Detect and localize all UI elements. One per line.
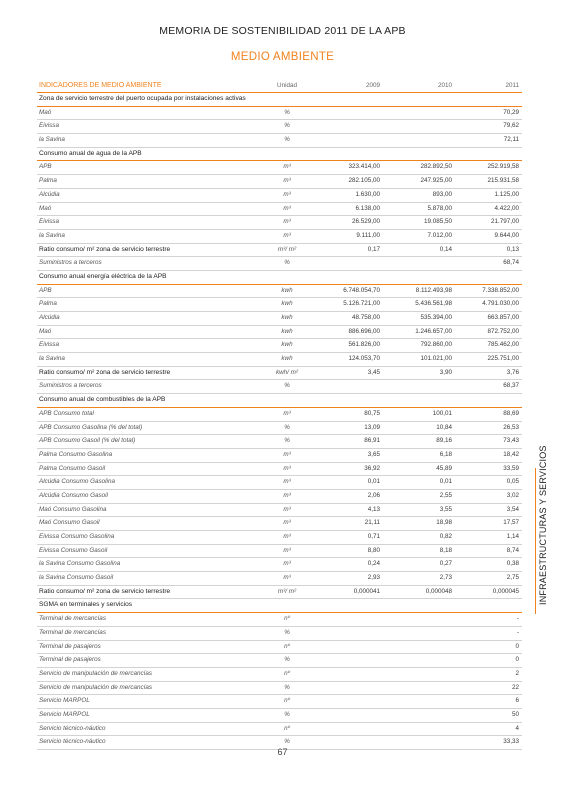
unit-cell: m³ xyxy=(283,574,291,582)
row-label: Servicio de manipulación de mercancías xyxy=(39,669,153,677)
value-2011: 215.931,58 xyxy=(487,177,519,185)
unit-cell: nº xyxy=(284,615,290,623)
value-2009: 2,93 xyxy=(367,574,380,582)
value-2010: 0,27 xyxy=(439,560,452,568)
value-2011: 73,43 xyxy=(503,437,519,445)
section-label: Consumo anual de agua de la APB xyxy=(39,149,142,157)
unit-cell: kwh xyxy=(281,327,293,335)
value-2011: 0 xyxy=(515,656,519,664)
unit-cell: % xyxy=(284,738,290,746)
value-2011: 872.752,00 xyxy=(487,327,519,335)
row-label: la Savina Consumo Gasolina xyxy=(39,560,121,568)
value-2009: 21,11 xyxy=(364,519,380,527)
value-2010: 247.925,00 xyxy=(420,177,452,185)
row-label: Alcúdia xyxy=(39,190,60,198)
value-2009: 6.748.054,70 xyxy=(343,286,380,294)
value-2010: 3,90 xyxy=(439,368,452,376)
row-label: Eivissa xyxy=(39,218,59,226)
value-2009: 0,000041 xyxy=(353,587,380,595)
value-2011: 26,53 xyxy=(503,423,519,431)
value-2011: 79,62 xyxy=(503,122,519,130)
unit-cell: % xyxy=(284,108,290,116)
table-row xyxy=(37,339,522,353)
value-2011: 70,29 xyxy=(503,108,519,116)
value-2011: 0,13 xyxy=(506,245,519,253)
row-label: Terminal de pasajeros xyxy=(39,656,101,664)
table-row xyxy=(37,682,522,696)
side-accent-line xyxy=(535,468,536,614)
value-2009: 0,17 xyxy=(367,245,380,253)
table-row xyxy=(37,230,522,244)
unit-cell: m³ xyxy=(283,464,291,472)
value-2010: 535.394,00 xyxy=(420,314,452,321)
row-label: la Savina Consumo Gasoil xyxy=(39,574,114,582)
unit-cell: m³ xyxy=(283,450,291,458)
value-2009: 561.826,00 xyxy=(348,341,380,349)
value-2011: 0,000045 xyxy=(492,587,519,595)
value-2011: 3,54 xyxy=(506,505,519,513)
value-2009: 5.126.721,00 xyxy=(343,300,380,308)
value-2011: 50 xyxy=(511,710,519,718)
unit-cell: m³ xyxy=(283,546,291,554)
unit-cell: m³ xyxy=(283,505,291,513)
row-label: Suministros a terceros xyxy=(39,382,102,390)
unit-cell: kwh xyxy=(281,286,293,294)
value-2010: 8.112.493,98 xyxy=(415,286,452,294)
value-2009: 26.529,00 xyxy=(351,218,380,226)
table-section-row xyxy=(37,271,522,285)
row-label: Alcúdia xyxy=(39,314,60,321)
value-2011: 17,57 xyxy=(503,519,519,527)
table-row xyxy=(37,654,522,668)
unit-cell: kwh xyxy=(281,314,293,321)
value-2009: 124.053,70 xyxy=(348,355,380,363)
row-label: Maó xyxy=(39,204,52,212)
value-2009: 282.105,00 xyxy=(348,177,380,185)
table-row xyxy=(37,668,522,682)
table-row xyxy=(37,134,522,148)
value-2011: 4 xyxy=(515,724,519,732)
value-2011: 3,76 xyxy=(506,368,519,376)
indicators-table xyxy=(37,79,522,750)
value-2009: 886.696,00 xyxy=(348,327,380,335)
value-2011: - xyxy=(516,628,519,636)
value-2011: 21.797,00 xyxy=(490,218,519,226)
value-2009: 86,91 xyxy=(364,437,380,445)
unit-cell: % xyxy=(284,656,290,664)
value-2011: 68,74 xyxy=(503,259,519,267)
header-year-2010: 2010 xyxy=(437,82,452,89)
table-row xyxy=(37,380,522,394)
section-label: Consumo anual energía eléctrica de la APB xyxy=(39,272,167,280)
row-label: Eivissa Consumo Gasoil xyxy=(39,546,108,554)
unit-cell: kwh xyxy=(281,300,293,308)
value-2010: 100,01 xyxy=(432,409,452,417)
unit-cell: m³ xyxy=(283,533,291,540)
row-label: Ratio consumo/ m² zona de servicio terrestre xyxy=(39,587,171,595)
value-2010: 792.860,00 xyxy=(420,341,452,349)
header-unit: Unidad xyxy=(277,82,297,89)
value-2009: 1.630,00 xyxy=(355,190,380,198)
value-2010: 0,000048 xyxy=(425,587,452,595)
unit-cell: m³ xyxy=(283,519,291,527)
unit-cell: % xyxy=(284,628,290,636)
value-2010: 0,82 xyxy=(439,533,452,540)
document-title: MEMORIA DE SOSTENIBILIDAD 2011 DE LA APB xyxy=(159,25,406,37)
table-row xyxy=(37,695,522,709)
page-number: 67 xyxy=(277,747,288,757)
value-2010: 5.878,00 xyxy=(427,204,452,212)
table-row xyxy=(37,326,522,340)
row-label: APB xyxy=(39,163,52,171)
value-2011: 2,75 xyxy=(506,574,519,582)
unit-cell: % xyxy=(284,423,290,431)
table-row xyxy=(37,558,522,572)
section-label: Consumo anual de combustibles de la APB xyxy=(39,396,166,404)
table-row xyxy=(37,504,522,518)
value-2011: 33,59 xyxy=(503,464,519,472)
table-row xyxy=(37,545,522,559)
unit-cell: % xyxy=(284,136,290,144)
value-2011: 72,11 xyxy=(503,136,519,144)
value-2010: 6,18 xyxy=(439,450,452,458)
unit-cell: m³ xyxy=(283,204,291,212)
section-label: SGMA en terminales y servicios xyxy=(39,601,133,609)
value-2009: 3,65 xyxy=(367,450,380,458)
unit-cell: m³ xyxy=(283,491,291,499)
table-row xyxy=(37,257,522,271)
unit-cell: m³ xyxy=(283,231,291,239)
value-2010: 1.246.657,00 xyxy=(415,327,452,335)
value-2011: 1.125,00 xyxy=(494,190,519,198)
row-label: Servicio MARPOL xyxy=(39,710,90,718)
row-label: Terminal de mercancías xyxy=(39,615,106,623)
value-2009: 3,45 xyxy=(367,368,380,376)
value-2009: 9.111,00 xyxy=(356,231,380,239)
row-label: la Savina xyxy=(39,136,65,144)
table-row xyxy=(37,107,522,121)
unit-cell: % xyxy=(284,122,290,130)
table-row xyxy=(37,572,522,586)
row-label: Servicio técnico-náutico xyxy=(39,724,106,732)
value-2011: 1,14 xyxy=(506,533,519,540)
unit-cell: nº xyxy=(284,724,290,732)
row-label: Servicio de manipulación de mercancías xyxy=(39,683,153,691)
table-row xyxy=(37,517,522,531)
unit-cell: m³ xyxy=(283,163,291,171)
table-row xyxy=(37,449,522,463)
table-row xyxy=(37,189,522,203)
unit-cell: m³/ m² xyxy=(277,587,297,595)
row-label: Eivissa Consumo Gasolina xyxy=(39,533,115,540)
value-2010: 18,98 xyxy=(436,519,452,527)
value-2010: 5.436.561,98 xyxy=(415,300,452,308)
side-chapter-label: INFRAESTRUCTURAS Y SERVICIOS xyxy=(538,445,548,605)
table-row xyxy=(37,490,522,504)
table-row xyxy=(37,298,522,312)
value-2010: 2,55 xyxy=(439,491,452,499)
unit-cell: % xyxy=(284,710,290,718)
row-label: Palma xyxy=(39,300,57,308)
table-row xyxy=(37,627,522,641)
unit-cell: m³ xyxy=(283,409,291,417)
unit-cell: kwh/ m² xyxy=(275,368,299,376)
value-2009: 0,24 xyxy=(367,560,380,568)
value-2011: 22 xyxy=(511,683,519,691)
value-2011: 225.751,00 xyxy=(487,355,519,363)
row-label: APB xyxy=(39,286,52,294)
value-2009: 0,71 xyxy=(367,533,380,540)
row-label: APB Consumo Gasolina (% del total) xyxy=(39,423,143,431)
table-section-row xyxy=(37,148,522,162)
value-2009: 36,92 xyxy=(364,464,380,472)
value-2009: 13,09 xyxy=(364,423,380,431)
unit-cell: m³ xyxy=(283,218,291,226)
value-2011: 68,37 xyxy=(503,382,519,390)
table-row xyxy=(37,709,522,723)
table-row xyxy=(37,203,522,217)
value-2010: 2,73 xyxy=(439,574,452,582)
table-section-row xyxy=(37,394,522,408)
value-2010: 45,89 xyxy=(436,464,452,472)
unit-cell: nº xyxy=(284,669,290,677)
table-row xyxy=(37,476,522,490)
value-2011: 785.462,00 xyxy=(487,341,519,349)
table-row xyxy=(37,408,522,422)
section-title: MEDIO AMBIENTE xyxy=(230,51,335,63)
value-2011: 0,05 xyxy=(506,478,519,486)
value-2009: 323.414,00 xyxy=(348,163,380,171)
value-2009: 48.758,00 xyxy=(351,314,380,321)
table-section-row xyxy=(37,599,522,613)
value-2011: 9.644,00 xyxy=(494,231,519,239)
table-row xyxy=(37,120,522,134)
table-row xyxy=(37,353,522,367)
row-label: Terminal de mercancías xyxy=(39,628,106,636)
value-2011: 8,74 xyxy=(506,546,519,554)
row-label: Terminal de pasajeros xyxy=(39,642,101,650)
row-label: Servicio técnico-náutico xyxy=(39,738,106,746)
value-2011: 6 xyxy=(515,697,519,705)
row-label: Palma xyxy=(39,177,57,185)
value-2011: 3,02 xyxy=(506,491,519,499)
value-2010: 10,84 xyxy=(436,423,452,431)
row-label: la Savina xyxy=(39,231,65,239)
value-2009: 80,75 xyxy=(364,409,380,417)
value-2010: 282.892,50 xyxy=(420,163,452,171)
value-2011: 663.857,00 xyxy=(487,314,519,321)
unit-cell: m³ xyxy=(283,190,291,198)
value-2010: 89,16 xyxy=(436,437,452,445)
row-label: Maó Consumo Gasolina xyxy=(39,505,107,513)
table-header-row xyxy=(37,79,522,93)
header-indicators: INDICADORES DE MEDIO AMBIENTE xyxy=(39,82,162,89)
row-label: Ratio consumo/ m² zona de servicio terrestre xyxy=(39,245,171,253)
table-row xyxy=(37,175,522,189)
unit-cell: m³ xyxy=(283,560,291,568)
value-2010: 8,18 xyxy=(439,546,452,554)
section-label: Zona de servicio terrestre del puerto ocupada por instalaciones activas xyxy=(39,95,246,102)
unit-cell: m³ xyxy=(283,177,291,185)
value-2009: 2,06 xyxy=(367,491,380,499)
value-2010: 3,55 xyxy=(439,505,452,513)
table-row xyxy=(37,613,522,627)
value-2011: 4.422,00 xyxy=(494,204,519,212)
row-label: Maó xyxy=(39,327,52,335)
table-row xyxy=(37,723,522,737)
table-row xyxy=(37,531,522,545)
value-2010: 101.021,00 xyxy=(420,355,452,363)
value-2011: 0 xyxy=(515,642,519,650)
unit-cell: nº xyxy=(284,642,290,650)
value-2009: 6.138,00 xyxy=(355,204,380,212)
value-2010: 7.012,00 xyxy=(427,231,452,239)
value-2010: 0,14 xyxy=(439,245,452,253)
row-label: Suministros a terceros xyxy=(39,259,102,267)
table-row xyxy=(37,463,522,477)
table-ratio-row xyxy=(37,244,522,258)
row-label: Maó xyxy=(39,108,52,116)
value-2011: 0,38 xyxy=(506,560,519,568)
value-2011: 252.919,58 xyxy=(487,163,519,171)
header-year-2009: 2009 xyxy=(365,82,380,89)
unit-cell: % xyxy=(284,683,290,691)
table-row xyxy=(37,641,522,655)
row-label: Servicio MARPOL xyxy=(39,697,90,705)
table-row xyxy=(37,312,522,326)
row-label: la Savina xyxy=(39,355,65,363)
table-row xyxy=(37,161,522,175)
unit-cell: nº xyxy=(284,697,290,705)
table-body xyxy=(37,93,522,750)
table-ratio-row xyxy=(37,586,522,600)
value-2010: 893,00 xyxy=(432,190,452,198)
unit-cell: kwh xyxy=(281,341,293,349)
value-2011: 88,69 xyxy=(503,409,519,417)
unit-cell: % xyxy=(284,382,290,390)
value-2011: 33,33 xyxy=(503,738,519,746)
row-label: Alcúdia Consumo Gasoil xyxy=(39,491,108,499)
unit-cell: % xyxy=(284,437,290,445)
table-section-row xyxy=(37,93,522,107)
table-row xyxy=(37,285,522,299)
value-2009: 8,80 xyxy=(367,546,380,554)
row-label: Eivissa xyxy=(39,122,59,130)
row-label: APB Consumo Gasoil (% del total) xyxy=(39,437,136,445)
row-label: APB Consumo total xyxy=(39,409,94,417)
row-label: Palma Consumo Gasoil xyxy=(39,464,106,472)
value-2011: 18,42 xyxy=(503,450,519,458)
row-label: Palma Consumo Gasolina xyxy=(39,450,113,458)
table-ratio-row xyxy=(37,367,522,381)
row-label: Ratio consumo/ m² zona de servicio terrestre xyxy=(39,368,171,376)
unit-cell: kwh xyxy=(281,355,293,363)
row-label: Alcúdia Consumo Gasolina xyxy=(39,478,115,486)
value-2009: 0,01 xyxy=(367,478,380,486)
value-2009: 4,13 xyxy=(367,505,380,513)
table-row xyxy=(37,216,522,230)
value-2010: 19.085,50 xyxy=(423,218,452,226)
table-row xyxy=(37,422,522,436)
unit-cell: m³/ m² xyxy=(277,245,297,253)
value-2011: 7.338.852,00 xyxy=(482,286,519,294)
value-2011: - xyxy=(516,615,519,623)
row-label: Eivissa xyxy=(39,341,59,349)
value-2011: 2 xyxy=(515,669,519,677)
value-2011: 4.791.030,00 xyxy=(482,300,519,308)
table-row xyxy=(37,435,522,449)
unit-cell: % xyxy=(284,259,290,267)
unit-cell: m³ xyxy=(283,478,291,486)
row-label: Maó Consumo Gasoil xyxy=(39,519,100,527)
value-2010: 0,01 xyxy=(439,478,452,486)
header-year-2011: 2011 xyxy=(505,82,519,89)
